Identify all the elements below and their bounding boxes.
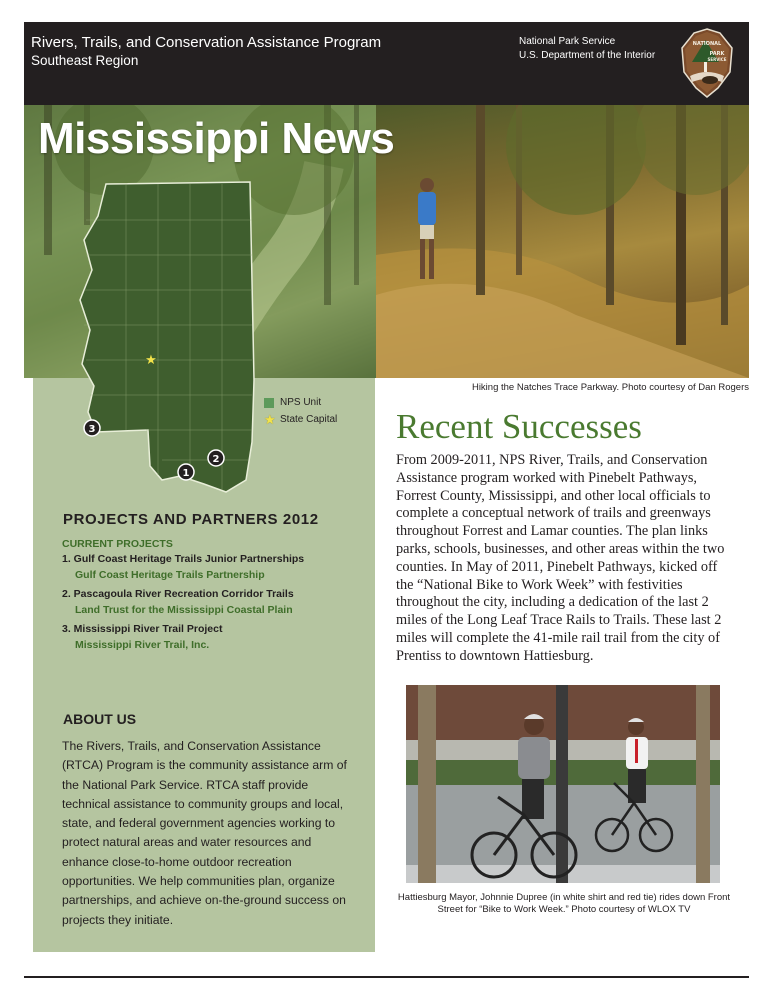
map-marker-2-label: 2 [212,454,220,465]
project-item [62,551,362,583]
badge-text-national: NATIONAL [692,41,722,47]
recent-successes-heading: Recent Successes [396,407,642,446]
map-marker-1-label: 1 [182,468,190,479]
hiking-scene-illustration [376,105,749,378]
map-marker-3-label: 3 [88,424,96,435]
projects-heading: PROJECTS AND PARTNERS 2012 [63,511,319,528]
current-projects-subheading: CURRENT PROJECTS [62,538,173,550]
legend-nps-unit [264,394,337,411]
agency-line-1: National Park Service [519,36,616,47]
project-name: 1. Gulf Coast Heritage Trails Junior Partnerships [62,553,305,565]
hiking-photo [376,105,749,378]
project-name: 2. Pascagoula River Recreation Corridor Trails [62,588,294,600]
bottom-divider [24,976,749,978]
about-heading: ABOUT US [63,711,137,727]
project-name: 3. Mississippi River Trail Project [62,623,223,635]
about-body: The Rivers, Trails, and Conservation Assistance (RTCA) Program is the community assistance arm of the National Park Service. RTCA staff provide technical assistance to community groups and local, state, and federal government agencies working to protect natural areas and water resources and enhance close-to-home outdoor recreation opportunities. We help communities plan, organize partnerships, and achieve on-the-ground success on projects they initiate. [62,739,347,927]
masthead-title: Mississippi News [38,114,395,163]
bike-photo-caption: Hattiesburg Mayor, Johnnie Dupree (in white shirt and red tie) rides down Front Street for “Bike to Work Week.” Photo courtesy of WLOX TV [397,892,731,915]
project-item [62,586,362,618]
map-marker-2 [208,450,224,466]
map-marker-1 [178,464,194,480]
map-marker-3 [84,420,100,436]
bike-photo [406,685,720,883]
project-item [62,621,362,653]
legend-state-capital-label: State Capital [280,414,338,425]
project-partner: Mississippi River Trail, Inc. [75,639,210,651]
nps-unit-swatch [264,398,274,408]
region-name: Southeast Region [31,53,139,68]
legend-nps-unit-label: NPS Unit [280,397,322,408]
badge-text-service: SERVICE [707,57,727,62]
header-bar [24,22,749,105]
mississippi-map [76,180,260,498]
recent-successes-body: From 2009-2011, NPS River, Trails, and Conservation Assistance program worked with Pinebelt Pathways, Forrest County, Mississippi, and other local officials to complete a conceptual network of trails and greenways throughout Forrest and Lamar counties. The plan links parks, schools, businesses, and other areas within the two counties. In May of 2011, Pinebelt Pathways, kicked off the “National Bike to Work Week” with festivities throughout the city, including a dedication of the last 2 miles of the Long Leaf Trace Rails to Trails. These last 2 miles will complete the 41-mile rail trail from the city of Prentiss to downtown Hattiesburg. [396,452,725,664]
star-icon: ★ [264,411,276,427]
agency-block [519,35,655,63]
map-legend [264,394,337,428]
projects-list [62,551,362,656]
nps-arrowhead-logo [680,28,734,98]
project-partner: Gulf Coast Heritage Trails Partnership [75,569,265,581]
state-capital-star: ★ [145,353,157,368]
bike-scene-illustration [406,685,720,883]
hero-photo-caption: Hiking the Natches Trace Parkway. Photo courtesy of Dan Rogers [471,382,749,393]
program-name: Rivers, Trails, and Conservation Assistance Program [31,34,382,51]
state-outline [80,182,254,492]
badge-text-park: PARK [709,51,725,57]
legend-state-capital [264,411,337,428]
agency-line-2: U.S. Department of the Interior [519,50,656,61]
project-partner: Land Trust for the Mississippi Coastal Plain [75,604,293,616]
